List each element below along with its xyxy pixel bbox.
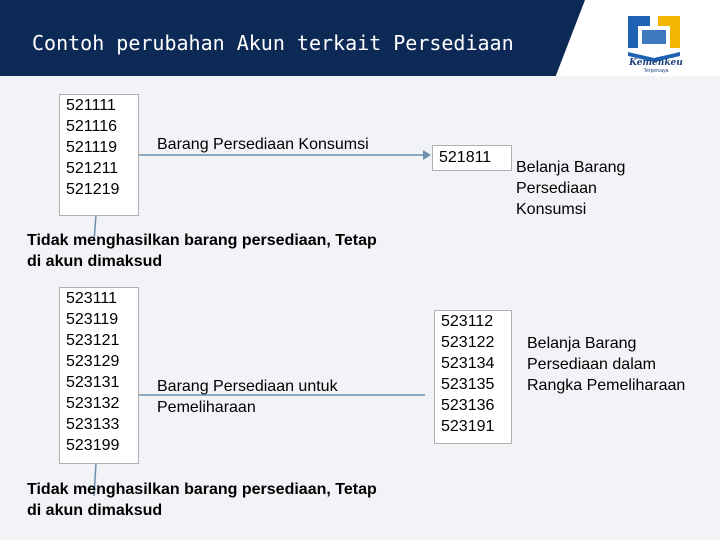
source-codes-box-1 bbox=[59, 94, 139, 216]
code-item: 523112 bbox=[441, 313, 494, 330]
code-item: 521119 bbox=[66, 139, 118, 156]
code-item: 523133 bbox=[66, 416, 120, 433]
code-item: 523136 bbox=[441, 397, 495, 414]
source-label-2: Barang Persediaan untuk Pemeliharaan bbox=[157, 378, 338, 416]
code-item: 521116 bbox=[66, 118, 118, 135]
code-item: 523199 bbox=[66, 437, 120, 454]
code-item: 523121 bbox=[66, 332, 120, 349]
code-item: 523122 bbox=[441, 334, 495, 351]
code-item: 523111 bbox=[66, 290, 118, 307]
code-item: 523119 bbox=[66, 311, 119, 328]
target-code-box-1 bbox=[432, 145, 512, 171]
logo-text: Kemenkeu bbox=[629, 58, 683, 68]
logo-subtext: Terpercaya bbox=[643, 68, 669, 74]
arrowhead-section1 bbox=[423, 150, 431, 160]
code-item: 523135 bbox=[441, 376, 495, 393]
code-item: 521211 bbox=[66, 160, 119, 177]
code-item: 523132 bbox=[66, 395, 120, 412]
source-label-1: Barang Persediaan Konsumsi bbox=[157, 136, 369, 153]
note-1: Tidak menghasilkan barang persediaan, Tetap di akun dimaksud bbox=[27, 232, 377, 270]
code-item: 521219 bbox=[66, 181, 120, 198]
target-codes-box-2 bbox=[434, 310, 512, 444]
code-item: 521811 bbox=[439, 149, 492, 166]
code-item: 521111 bbox=[66, 97, 116, 114]
source-codes-box-2 bbox=[59, 287, 139, 464]
note-2: Tidak menghasilkan barang persediaan, Tetap di akun dimaksud bbox=[27, 481, 377, 519]
target-label-2: Belanja Barang Persediaan dalam Rangka Pemeliharaan bbox=[527, 335, 686, 394]
code-item: 523191 bbox=[441, 418, 495, 435]
page-title: Contoh perubahan Akun terkait Persediaan bbox=[32, 31, 514, 55]
code-item: 523134 bbox=[441, 355, 495, 372]
code-item: 523131 bbox=[66, 374, 120, 391]
code-item: 523129 bbox=[66, 353, 120, 370]
target-label-1: Belanja Barang Persediaan Konsumsi bbox=[516, 159, 626, 218]
